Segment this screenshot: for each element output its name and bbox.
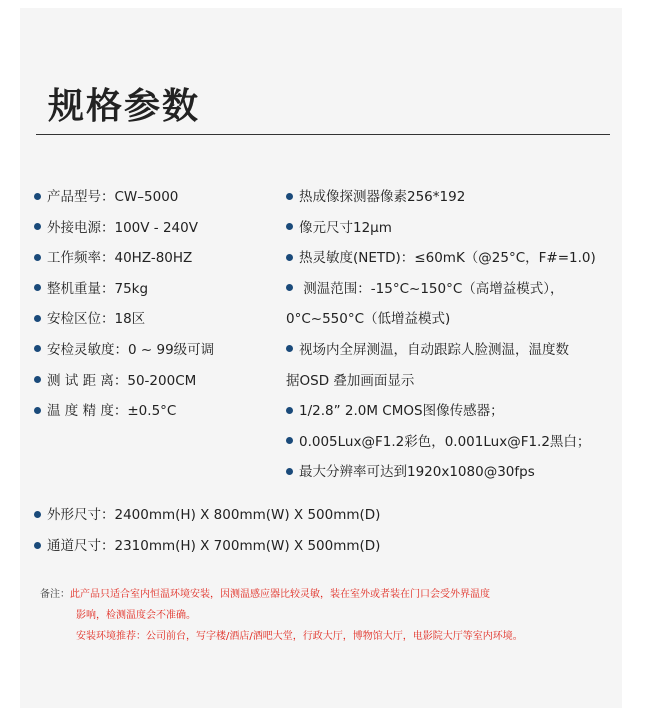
spec-item xyxy=(286,182,626,213)
spec-item-text: 安检灵敏度：0 ~ 99级可调 xyxy=(47,341,215,358)
bullet-icon xyxy=(286,284,293,291)
dimension-item xyxy=(34,500,380,531)
bullet-icon xyxy=(34,542,41,549)
spec-item-text: 整机重量：75kg xyxy=(47,280,149,297)
bullet-icon xyxy=(34,223,41,230)
bullet-icon xyxy=(286,193,293,200)
spec-list-left xyxy=(34,182,284,427)
spec-item xyxy=(286,213,626,244)
spec-item-text: 产品型号：CW–5000 xyxy=(47,189,179,205)
spec-item-text: 温 度 精 度：±0.5°C xyxy=(47,403,177,420)
bullet-icon xyxy=(34,254,41,261)
remark-line-3: 安装环境推荐：公司前台，写字楼/酒店/酒吧大堂，行政大厅，博物馆大厅，电影院大厅等室内环境。 xyxy=(76,631,523,642)
spec-item xyxy=(286,396,626,427)
spec-item-text: 外接电源：100V - 240V xyxy=(47,219,198,236)
spec-item-text: 最大分辨率可达到1920x1080@30fps xyxy=(299,464,535,481)
bullet-icon xyxy=(286,345,293,352)
bullet-icon xyxy=(34,193,41,200)
spec-item-text: 热灵敏度(NETD)：≤60mK（@25°C，F#=1.0) xyxy=(299,250,596,267)
dimension-item xyxy=(34,531,380,562)
title-divider xyxy=(36,134,610,135)
spec-item xyxy=(34,304,284,335)
spec-list-right xyxy=(286,182,626,488)
bullet-icon xyxy=(34,407,41,414)
dimension-item-text: 通道尺寸：2310mm(H) X 700mm(W) X 500mm(D) xyxy=(47,538,381,554)
bullet-icon xyxy=(34,315,41,322)
spec-item xyxy=(286,304,626,335)
spec-panel xyxy=(20,8,622,708)
bullet-icon xyxy=(34,376,41,383)
spec-item xyxy=(286,366,626,397)
remark-note xyxy=(40,584,610,647)
spec-item-text: 视场内全屏测温，自动跟踪人脸测温，温度数 xyxy=(299,341,569,358)
dimension-list xyxy=(34,500,380,562)
spec-item xyxy=(286,335,626,366)
bullet-icon xyxy=(286,437,293,444)
bullet-icon xyxy=(286,223,293,230)
spec-item xyxy=(286,243,626,274)
remark-text-1: 此产品只适合室内恒温环境安装，因测温感应器比较灵敏，装在室外或者装在门口会受外界温度 xyxy=(70,589,490,600)
spec-item-text: 热成像探测器像素256*192 xyxy=(299,189,466,205)
spec-item xyxy=(286,274,626,305)
spec-item xyxy=(34,335,284,366)
dimension-item-text: 外形尺寸：2400mm(H) X 800mm(W) X 500mm(D) xyxy=(47,507,381,523)
remark-label: 备注： xyxy=(40,589,70,600)
spec-item xyxy=(34,274,284,305)
bullet-icon xyxy=(286,468,293,475)
spec-item-text: 据OSD 叠加画面显示 xyxy=(286,372,415,389)
spec-item-text: 测温范围：-15°C~150°C（高增益模式）， xyxy=(299,280,564,297)
bullet-icon xyxy=(34,511,41,518)
spec-item xyxy=(286,457,626,488)
bullet-icon xyxy=(34,345,41,352)
bullet-icon xyxy=(34,284,41,291)
remark-line-1 xyxy=(40,584,610,605)
spec-item xyxy=(34,182,284,213)
page-title: 规格参数 xyxy=(48,86,201,127)
spec-item-text: 像元尺寸12μm xyxy=(299,219,392,236)
spec-item-text: 1/2.8” 2.0M CMOS图像传感器； xyxy=(299,403,504,420)
bullet-icon xyxy=(286,407,293,414)
spec-item xyxy=(34,366,284,397)
remark-line-2: 影响，检测温度会不准确。 xyxy=(76,610,196,621)
spec-item xyxy=(286,427,626,458)
bullet-icon xyxy=(286,254,293,261)
spec-item-text: 0°C~550°C（低增益模式) xyxy=(286,311,451,328)
spec-item xyxy=(34,396,284,427)
spec-item xyxy=(34,243,284,274)
spec-item-text: 测 试 距 离：50-200CM xyxy=(47,372,197,389)
spec-item xyxy=(34,213,284,244)
spec-item-text: 安检区位：18区 xyxy=(47,311,146,328)
spec-item-text: 工作频率：40HZ-80HZ xyxy=(47,250,193,267)
spec-item-text: 0.005Lux@F1.2彩色，0.001Lux@F1.2黑白； xyxy=(299,433,591,450)
